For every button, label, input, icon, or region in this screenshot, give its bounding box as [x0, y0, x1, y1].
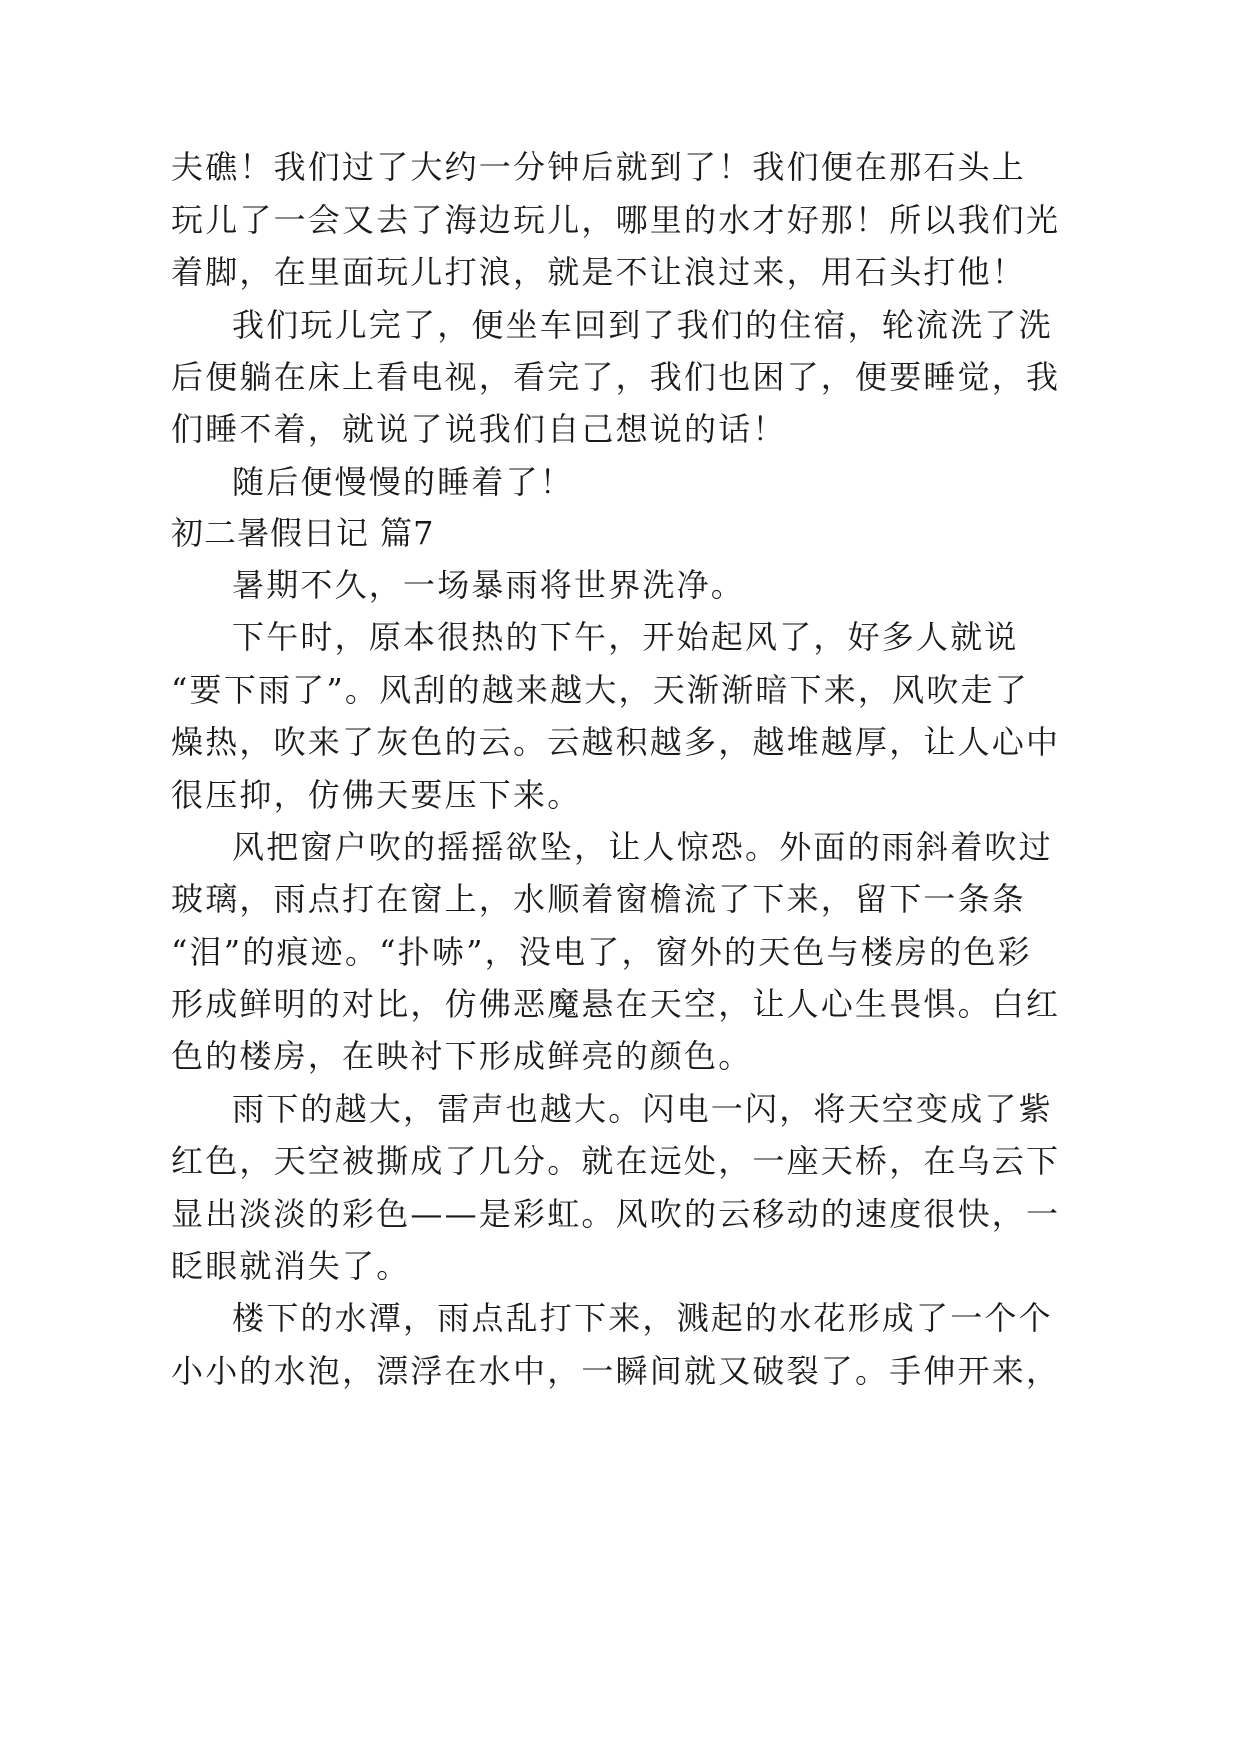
paragraph-first-line: 随后便慢慢的睡着了！	[232, 463, 575, 501]
text-line: 后便躺在床上看电视，看完了，我们也困了，便要睡觉，我	[171, 358, 1061, 396]
paragraph-first-line: 雨下的越大，雷声也越大。闪电一闪，将天空变成了紫	[232, 1090, 1053, 1128]
text-line: 玩儿了一会又去了海边玩儿，哪里的水才好那！所以我们光	[171, 201, 1061, 239]
text-line: “要下雨了”。风刮的越来越大，天渐渐暗下来，风吹走了	[171, 671, 1029, 709]
paragraph-first-line: 我们玩儿完了，便坐车回到了我们的住宿，轮流洗了洗	[232, 306, 1053, 344]
text-line: 燥热，吹来了灰色的云。云越积越多，越堆越厚，让人心中	[171, 723, 1061, 761]
paragraph-first-line: 风把窗户吹的摇摇欲坠，让人惊恐。外面的雨斜着吹过	[232, 828, 1053, 866]
section-heading: 初二暑假日记 篇7	[171, 514, 435, 552]
text-line: 显出淡淡的彩色——是彩虹。风吹的云移动的速度很快，一	[171, 1195, 1061, 1233]
text-line: 形成鲜明的对比，仿佛恶魔悬在天空，让人心生畏惧。白红	[171, 985, 1061, 1023]
text-line: 着脚，在里面玩儿打浪，就是不让浪过来，用石头打他！	[171, 253, 1027, 291]
text-line: 眨眼就消失了。	[171, 1247, 411, 1285]
text-line: 们睡不着，就说了说我们自己想说的话！	[171, 410, 787, 448]
paragraph-first-line: 楼下的水潭，雨点乱打下来，溅起的水花形成了一个个	[232, 1299, 1053, 1337]
text-line: 色的楼房，在映衬下形成鲜亮的颜色。	[171, 1037, 753, 1075]
text-line: “泪”的痕迹。“扑哧”，没电了，窗外的天色与楼房的色彩	[171, 933, 1032, 971]
text-line: 很压抑，仿佛天要压下来。	[171, 776, 582, 814]
text-line: 小小的水泡，漂浮在水中，一瞬间就又破裂了。手伸开来，	[171, 1352, 1061, 1390]
text-line: 夫礁！我们过了大约一分钟后就到了！我们便在那石头上	[171, 148, 1027, 186]
text-line: 玻璃，雨点打在窗上，水顺着窗檐流了下来，留下一条条	[171, 880, 1027, 918]
paragraph-first-line: 下午时，原本很热的下午，开始起风了，好多人就说	[232, 618, 1019, 656]
text-line: 红色，天空被撕成了几分。就在远处，一座天桥，在乌云下	[171, 1142, 1061, 1180]
paragraph-first-line: 暑期不久，一场暴雨将世界洗净。	[232, 566, 746, 604]
